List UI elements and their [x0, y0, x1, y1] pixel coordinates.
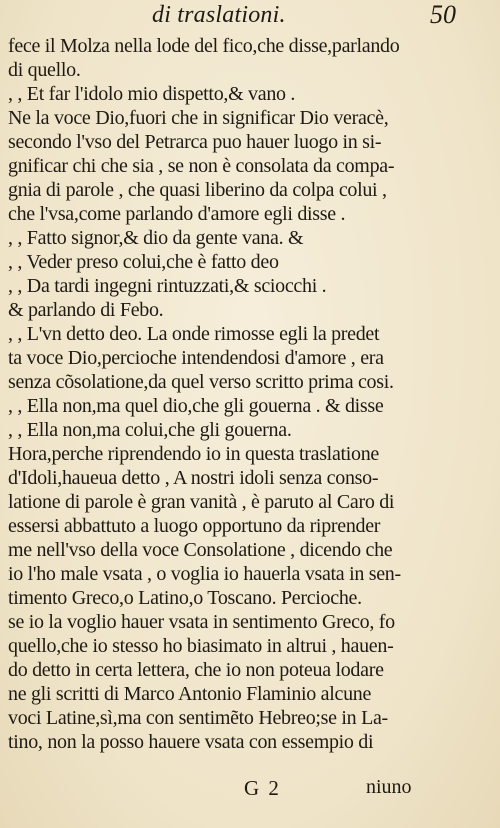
text-line: senza cõsolatione,da quel verso scritto prima cosi.: [8, 371, 394, 393]
text-line: do detto in certa lettera, che io non poteua lodare: [8, 659, 384, 681]
page-header: [0, 0, 500, 34]
text-line: & parlando di Febo.: [8, 299, 164, 321]
text-line: , , L'vn detto deo. La onde rimosse egli la predet: [8, 323, 380, 345]
text-line: essersi abbattuto a luogo opportuno da riprender: [8, 515, 381, 537]
text-line: di quello.: [8, 59, 81, 81]
signature-mark: G 2: [244, 776, 281, 800]
text-line: , , Ella non,ma colui,che gli gouerna.: [8, 419, 292, 441]
text-line: , , Da tardi ingegni rintuzzati,& sciocchi .: [8, 275, 327, 297]
text-line: me nell'vso della voce Consolatione , dicendo che: [8, 539, 393, 561]
text-line: gnificar chi che sia , se non è consolata da compa-: [8, 155, 395, 177]
text-line: voci Latine,sì,ma con sentimẽto Hebreo;se in La-: [8, 707, 388, 729]
text-line: che l'vsa,come parlando d'amore egli disse .: [8, 203, 346, 225]
text-line: secondo l'vso del Petrarca puo hauer luogo in si-: [8, 131, 382, 153]
text-line: latione di parole è gran vanità , è paruto al Caro di: [8, 491, 395, 513]
text-line: ne gli scritti di Marco Antonio Flaminio alcune: [8, 683, 372, 705]
page-footer: [0, 776, 500, 806]
text-line: , , Fatto signor,& dio da gente vana. &: [8, 227, 304, 249]
text-line: io l'ho male vsata , o voglia io hauerla vsata in sen-: [8, 563, 401, 585]
running-title: di traslationi.: [152, 2, 286, 28]
text-line: d'Idoli,haueua detto , A nostri idoli senza conso-: [8, 467, 379, 489]
text-line: ta voce Dio,percioche intendendosi d'amore , era: [8, 347, 384, 369]
catchword: niuno: [366, 776, 412, 798]
text-line: , , Veder preso colui,che è fatto deo: [8, 251, 279, 273]
text-line: fece il Molza nella lode del fico,che disse,parlando: [8, 35, 400, 57]
text-line: Hora,perche riprendendo io in questa traslatione: [8, 443, 380, 465]
text-line: Ne la voce Dio,fuori che in significar Dio veracè,: [8, 107, 389, 129]
text-line: , , Ella non,ma quel dio,che gli gouerna . & disse: [8, 395, 384, 417]
text-line: tino, non la posso hauere vsata con essempio di: [8, 731, 374, 753]
text-line: , , Et far l'idolo mio dispetto,& vano .: [8, 83, 296, 105]
text-line: gnia di parole , che quasi liberino da colpa colui ,: [8, 179, 387, 201]
text-line: quello,che io stesso ho biasimato in altrui , hauen-: [8, 635, 394, 657]
text-line: se io la voglio hauer vsata in sentimento Greco, fo: [8, 611, 395, 633]
text-line: timento Greco,o Latino,o Toscano. Percioche.: [8, 587, 362, 609]
page-number: 50: [430, 0, 456, 29]
